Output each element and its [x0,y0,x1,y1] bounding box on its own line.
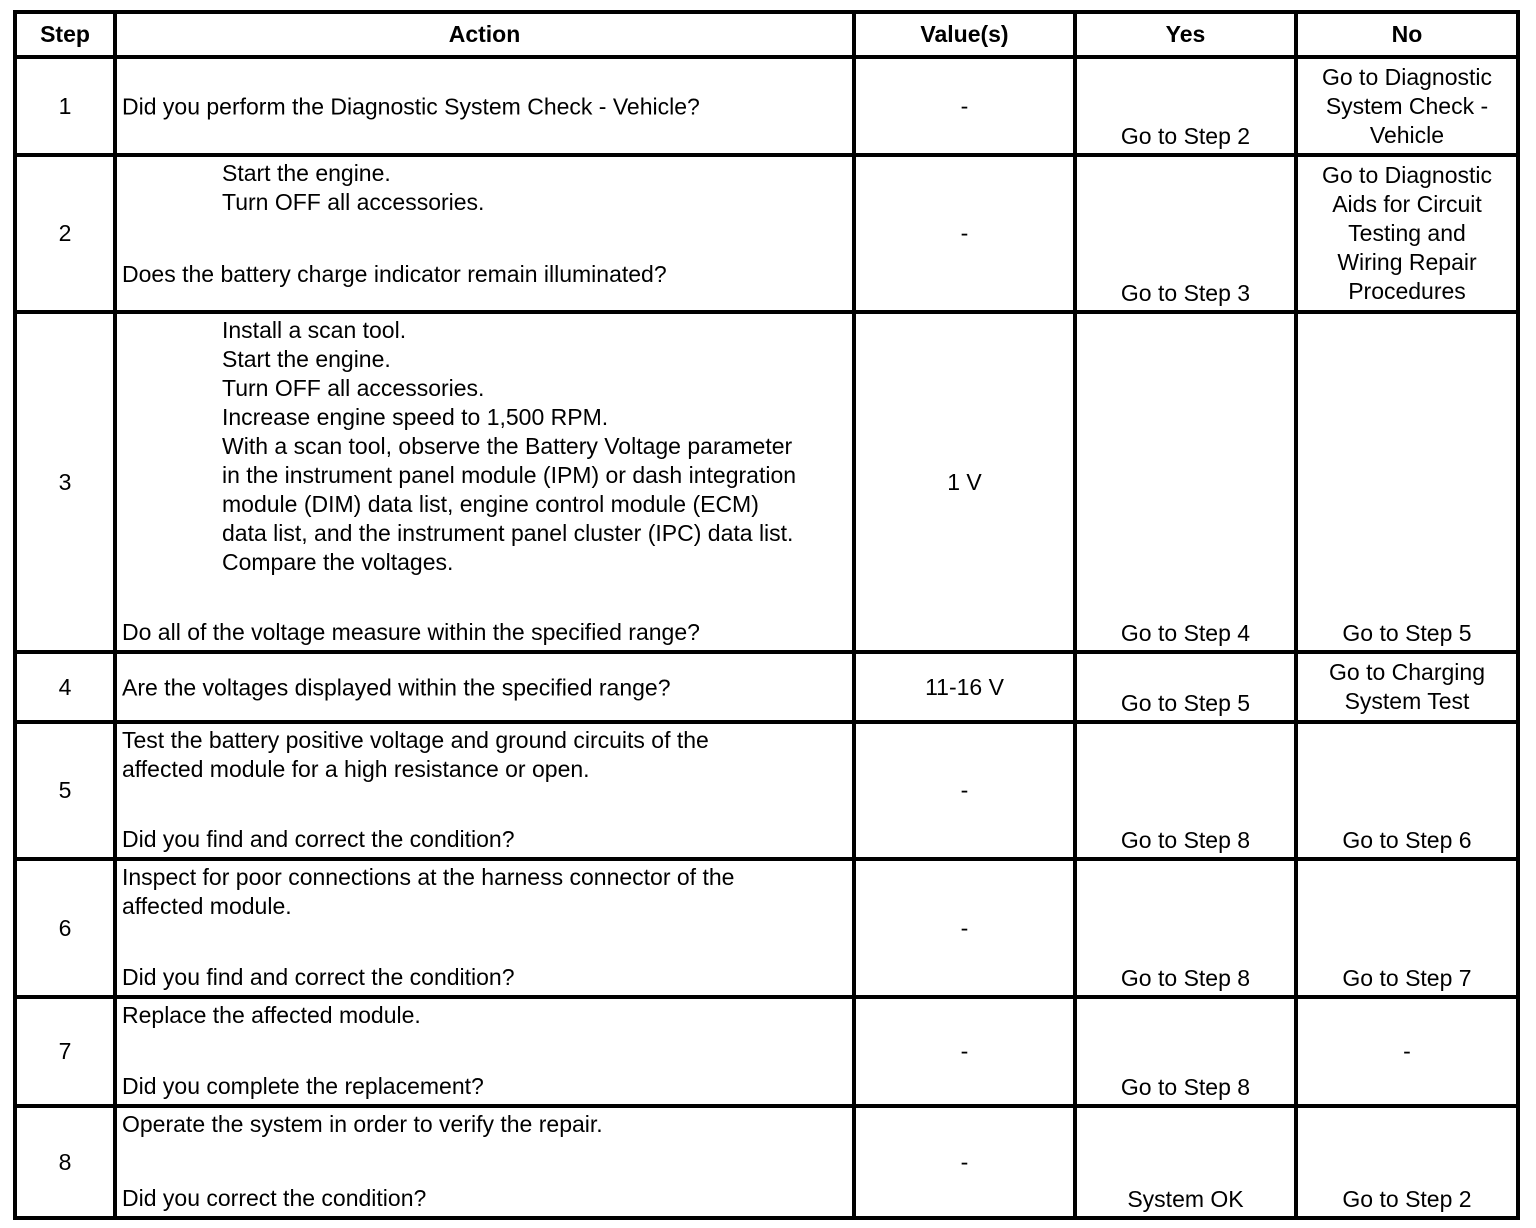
no-line: System Test [1344,688,1470,714]
action-substep: Start the engine. [222,160,391,186]
action-cell [115,652,854,722]
table-row [15,1106,1518,1218]
no-line: Go to Charging [1329,659,1485,685]
yes-cell: Go to Step 4 [1075,312,1296,652]
diagnostic-table [13,10,1520,1220]
no-line: Go to Step 6 [1342,827,1472,853]
no-cell [1296,722,1518,859]
yes-cell: Go to Step 2 [1075,57,1296,155]
action-substep: Turn OFF all accessories. [222,375,485,401]
action-cell [115,57,854,155]
action-question: Did you perform the Diagnostic System Check - Vehicle? [122,93,700,119]
table-row [15,997,1518,1106]
header-yes: Yes [1075,12,1296,57]
action-text: affected module. [122,893,292,919]
no-line: Procedures [1348,278,1466,304]
no-line: Go to Step 7 [1342,965,1472,991]
no-cell [1296,859,1518,997]
table-row [15,57,1518,155]
yes-cell: Go to Step 8 [1075,997,1296,1106]
table-row [15,859,1518,997]
action-question: Did you correct the condition? [122,1185,427,1211]
action-cell [115,859,854,997]
yes-cell: System OK [1075,1106,1296,1218]
no-cell [1296,155,1518,312]
header-row [15,12,1518,57]
action-substep: Install a scan tool. [222,317,407,343]
no-line: Wiring Repair [1337,249,1477,275]
action-substep: Turn OFF all accessories. [222,189,485,215]
action-text: Replace the affected module. [122,1002,421,1028]
no-line: Go to Step 5 [1342,620,1472,646]
no-cell [1296,652,1518,722]
action-question: Do all of the voltage measure within the specified range? [122,619,700,645]
yes-cell: Go to Step 8 [1075,722,1296,859]
action-substep: Increase engine speed to 1,500 RPM. [222,404,609,430]
header-step: Step [15,12,115,57]
step-number: 1 [15,57,115,155]
action-cell [115,155,854,312]
no-line: Go to Diagnostic [1321,63,1493,90]
no-line: System Check - [1325,92,1489,119]
no-line: Go to Diagnostic [1321,162,1493,188]
step-number: 2 [15,155,115,312]
action-substep: Start the engine. [222,346,391,372]
action-text: affected module for a high resistance or open. [122,756,590,782]
action-cell [115,722,854,859]
no-cell [1296,312,1518,652]
action-text: Test the battery positive voltage and ground circuits of the [122,727,709,753]
action-substep: in the instrument panel module (IPM) or dash integration [222,462,797,488]
no-line: Vehicle [1369,121,1445,148]
action-question: Does the battery charge indicator remain illuminated? [122,261,667,287]
table-row [15,155,1518,312]
value-cell: - [854,997,1075,1106]
value-cell: - [854,57,1075,155]
value-cell: - [854,859,1075,997]
no-line: Testing and [1348,220,1466,246]
step-number: 8 [15,1106,115,1218]
yes-cell: Go to Step 8 [1075,859,1296,997]
action-question: Did you find and correct the condition? [122,826,515,852]
action-text: Inspect for poor connections at the harness connector of the [122,864,735,890]
no-line: - [1403,1038,1411,1064]
header-action: Action [115,12,854,57]
no-cell [1296,997,1518,1106]
value-cell: 1 V [854,312,1075,652]
action-substep: module (DIM) data list, engine control module (ECM) [222,491,759,517]
value-cell: 11-16 V [854,652,1075,722]
step-number: 3 [15,312,115,652]
no-line: Aids for Circuit [1332,191,1482,217]
header-no: No [1296,12,1518,57]
action-cell [115,997,854,1106]
no-cell [1296,57,1518,155]
value-cell: - [854,1106,1075,1218]
action-cell [115,1106,854,1218]
table-row [15,312,1518,652]
table-row [15,722,1518,859]
table-row [15,652,1518,722]
step-number: 5 [15,722,115,859]
action-substep: Compare the voltages. [222,549,454,575]
yes-cell: Go to Step 3 [1075,155,1296,312]
action-question: Did you complete the replacement? [122,1073,484,1099]
step-number: 4 [15,652,115,722]
action-cell [115,312,854,652]
header-value: Value(s) [854,12,1075,57]
yes-cell: Go to Step 5 [1075,652,1296,722]
action-question: Did you find and correct the condition? [122,964,515,990]
value-cell: - [854,722,1075,859]
action-question: Are the voltages displayed within the specified range? [122,674,671,700]
step-number: 7 [15,997,115,1106]
no-line: Go to Step 2 [1342,1186,1472,1212]
action-text: Operate the system in order to verify the repair. [122,1111,603,1137]
step-number: 6 [15,859,115,997]
action-substep: data list, and the instrument panel cluster (IPC) data list. [222,520,794,546]
action-substep: With a scan tool, observe the Battery Voltage parameter [222,433,793,459]
no-cell [1296,1106,1518,1218]
value-cell: - [854,155,1075,312]
